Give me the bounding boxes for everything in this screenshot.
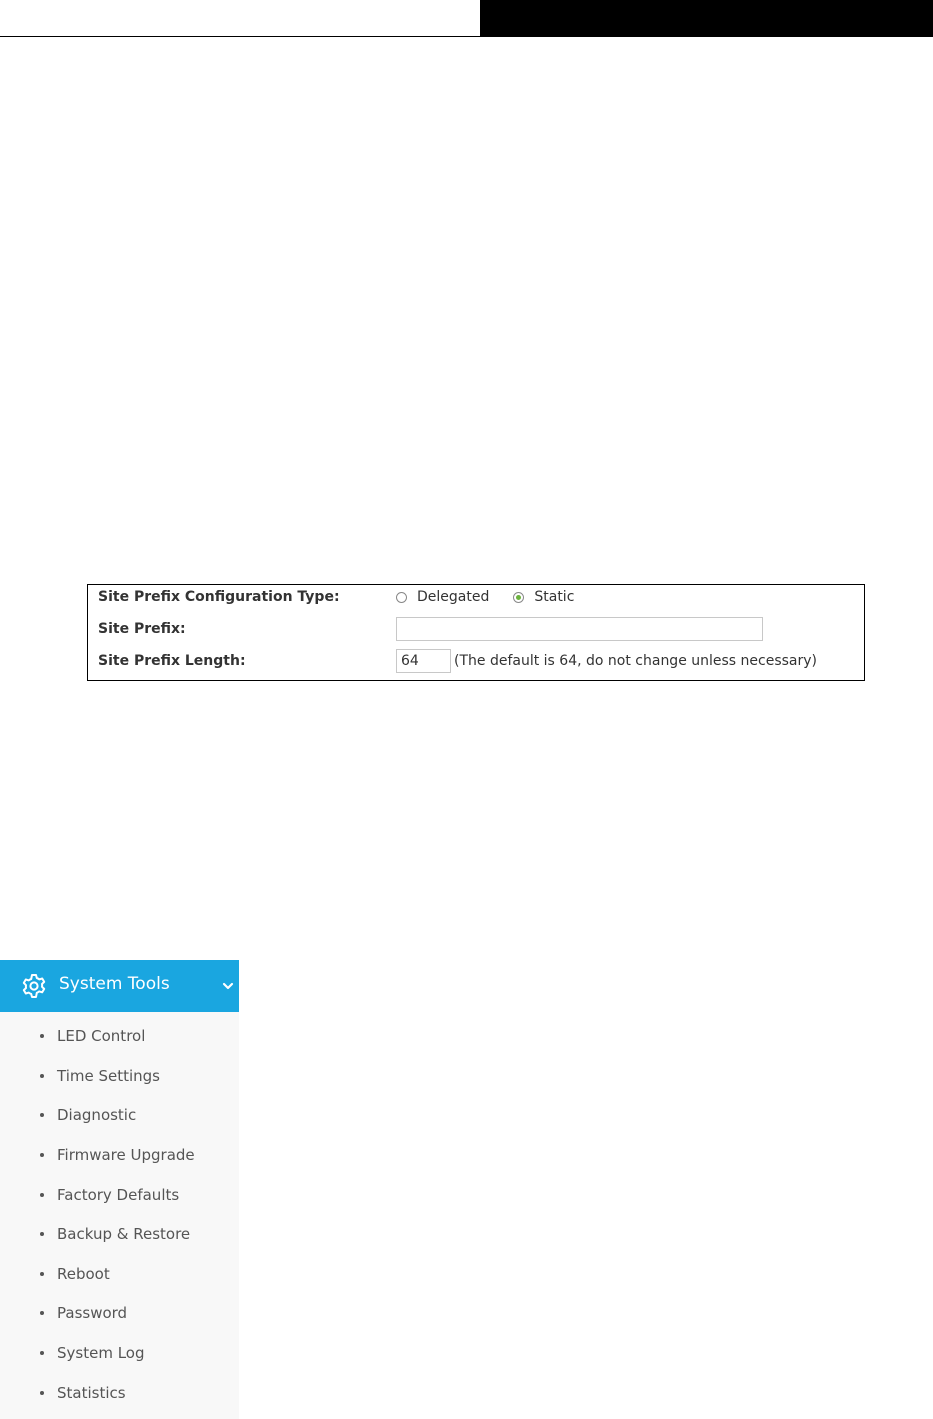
gear-icon [21, 973, 47, 999]
length-control [396, 649, 817, 673]
sidebar-item-led-control[interactable] [0, 1018, 239, 1054]
sidebar-item-statistics[interactable] [0, 1375, 239, 1411]
config-type-label: Site Prefix Configuration Type: [98, 589, 340, 605]
config-type-options [396, 585, 598, 609]
bullet [40, 1311, 44, 1315]
site-prefix-row [98, 617, 186, 641]
sidebar-item-diagnostic[interactable] [0, 1097, 239, 1133]
sidebar-item-label: Factory Defaults [57, 1186, 180, 1204]
bullet [40, 1034, 44, 1038]
sidebar-item-firmware-upgrade[interactable] [0, 1137, 239, 1173]
sidebar-item-label: Password [57, 1304, 128, 1322]
sidebar-item-label: Reboot [57, 1265, 110, 1283]
sidebar-item-label: Firmware Upgrade [57, 1146, 195, 1164]
site-prefix-control [396, 617, 763, 641]
sidebar-item-reboot[interactable] [0, 1256, 239, 1292]
sidebar-item-system-log[interactable] [0, 1335, 239, 1371]
sidebar-item-factory-defaults[interactable] [0, 1177, 239, 1213]
header-rule [0, 36, 480, 37]
sidebar-item-label: Time Settings [57, 1067, 161, 1085]
sidebar-item-label: Backup & Restore [57, 1225, 191, 1243]
bullet [40, 1232, 44, 1236]
sidebar-item-label: Diagnostic [57, 1106, 137, 1124]
bullet [40, 1351, 44, 1355]
length-row [98, 649, 246, 673]
header-bar [480, 0, 933, 37]
site-prefix-panel [87, 584, 865, 681]
system-tools-sidebar [0, 960, 239, 1419]
chevron-down-icon[interactable] [221, 980, 235, 992]
sidebar-item-time-settings[interactable] [0, 1058, 239, 1094]
bullet [40, 1391, 44, 1395]
site-prefix-label: Site Prefix: [98, 621, 186, 637]
prefix-length-input[interactable] [396, 649, 451, 673]
sidebar-item-label: System Log [57, 1344, 145, 1362]
site-prefix-input[interactable] [396, 617, 763, 641]
delegated-label[interactable]: Delegated [417, 589, 490, 605]
config-type-row [98, 585, 340, 609]
bullet [40, 1153, 44, 1157]
sidebar-title: System Tools [59, 974, 170, 994]
length-hint: (The default is 64, do not change unless necessary) [454, 653, 818, 669]
bullet [40, 1113, 44, 1117]
bullet [40, 1193, 44, 1197]
sidebar-item-label: LED Control [57, 1027, 146, 1045]
delegated-radio[interactable] [396, 592, 407, 603]
static-label[interactable]: Static [534, 589, 575, 605]
sidebar-item-backup-restore[interactable] [0, 1216, 239, 1252]
sidebar-item-password[interactable] [0, 1295, 239, 1331]
bullet [40, 1272, 44, 1276]
system-tools-header[interactable] [0, 960, 239, 1012]
sidebar-item-label: Statistics [57, 1384, 126, 1402]
bullet [40, 1074, 44, 1078]
length-label: Site Prefix Length: [98, 653, 246, 669]
static-radio[interactable] [513, 592, 524, 603]
